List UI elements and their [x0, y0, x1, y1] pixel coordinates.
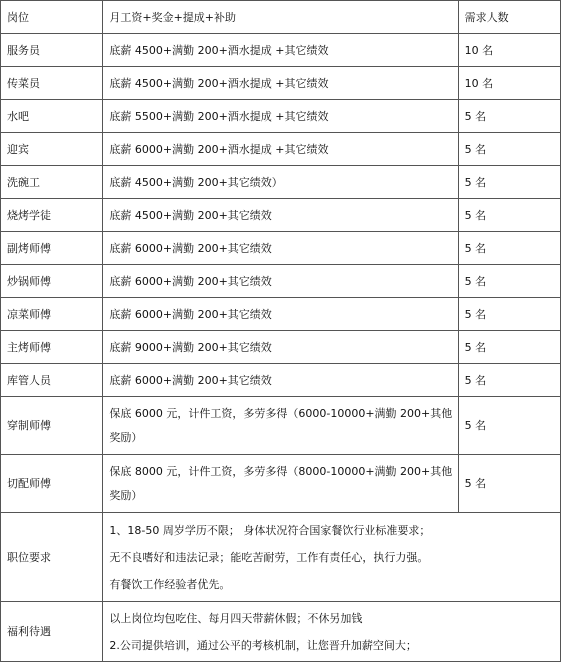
header-row	[1, 1, 561, 34]
requirements-line: 有餐饮工作经验者优先。	[109, 577, 231, 591]
cell-position: 凉菜师傅	[1, 298, 103, 331]
cell-salary: 底薪 6000+满勤 200+酒水提成 +其它绩效	[103, 133, 458, 166]
cell-position: 迎宾	[1, 133, 103, 166]
table-row	[1, 199, 561, 232]
table-row	[1, 455, 561, 513]
cell-position: 炒锅师傅	[1, 265, 103, 298]
table-row	[1, 67, 561, 100]
table-row	[1, 298, 561, 331]
cell-headcount: 10 名	[458, 34, 560, 67]
cell-salary: 底薪 6000+满勤 200+其它绩效	[103, 364, 458, 397]
cell-headcount: 5 名	[458, 397, 560, 455]
cell-position: 烧烤学徒	[1, 199, 103, 232]
cell-headcount: 5 名	[458, 455, 560, 513]
cell-salary: 底薪 4500+满勤 200+酒水提成 +其它绩效	[103, 34, 458, 67]
cell-position: 库管人员	[1, 364, 103, 397]
cell-headcount: 5 名	[458, 364, 560, 397]
cell-headcount: 5 名	[458, 133, 560, 166]
benefits-label: 福利待遇	[1, 602, 103, 662]
table-row	[1, 265, 561, 298]
header-position: 岗位	[1, 1, 103, 34]
cell-position: 穿制师傅	[1, 397, 103, 455]
cell-position: 主烤师傅	[1, 331, 103, 364]
requirements-line: 无不良嗜好和违法记录；能吃苦耐劳，工作有责任心，执行力强。	[109, 550, 429, 564]
table-row	[1, 133, 561, 166]
cell-salary: 底薪 4500+满勤 200+其它绩效	[103, 199, 458, 232]
header-salary: 月工资+奖金+提成+补助	[103, 1, 458, 34]
cell-position: 洗碗工	[1, 166, 103, 199]
cell-headcount: 5 名	[458, 199, 560, 232]
cell-salary: 底薪 6000+满勤 200+其它绩效	[103, 265, 458, 298]
header-headcount: 需求人数	[458, 1, 560, 34]
table-row	[1, 100, 561, 133]
cell-headcount: 5 名	[458, 232, 560, 265]
cell-headcount: 5 名	[458, 265, 560, 298]
cell-headcount: 5 名	[458, 331, 560, 364]
requirements-row	[1, 513, 561, 602]
cell-salary: 底薪 9000+满勤 200+其它绩效	[103, 331, 458, 364]
benefits-row	[1, 602, 561, 662]
requirements-label: 职位要求	[1, 513, 103, 602]
cell-salary: 底薪 4500+满勤 200+其它绩效）	[103, 166, 458, 199]
cell-headcount: 5 名	[458, 100, 560, 133]
cell-position: 切配师傅	[1, 455, 103, 513]
cell-salary: 底薪 6000+满勤 200+其它绩效	[103, 298, 458, 331]
benefits-content	[103, 602, 561, 662]
cell-position: 服务员	[1, 34, 103, 67]
table-row	[1, 166, 561, 199]
cell-salary: 底薪 5500+满勤 200+酒水提成 +其它绩效	[103, 100, 458, 133]
benefits-line: 2.公司提供培训，通过公平的考核机制，让您晋升加薪空间大；	[109, 638, 417, 652]
table-row	[1, 232, 561, 265]
cell-headcount: 5 名	[458, 166, 560, 199]
requirements-content	[103, 513, 561, 602]
table-row	[1, 397, 561, 455]
cell-salary: 保底 8000 元，计件工资，多劳多得（8000-10000+满勤 200+其他奖励）	[103, 455, 458, 513]
cell-salary: 底薪 4500+满勤 200+酒水提成 +其它绩效	[103, 67, 458, 100]
cell-salary: 底薪 6000+满勤 200+其它绩效	[103, 232, 458, 265]
table-row	[1, 364, 561, 397]
table-row	[1, 331, 561, 364]
table-row	[1, 34, 561, 67]
cell-position: 传菜员	[1, 67, 103, 100]
cell-position: 副烤师傅	[1, 232, 103, 265]
requirements-line: 1、18-50 周岁学历不限； 身体状况符合国家餐饮行业标准要求；	[109, 523, 431, 537]
cell-headcount: 5 名	[458, 298, 560, 331]
benefits-line: 以上岗位均包吃住、每月四天带薪休假；不休另加钱	[109, 611, 363, 625]
cell-salary: 保底 6000 元，计件工资，多劳多得（6000-10000+满勤 200+其他奖励）	[103, 397, 458, 455]
cell-headcount: 10 名	[458, 67, 560, 100]
cell-position: 水吧	[1, 100, 103, 133]
